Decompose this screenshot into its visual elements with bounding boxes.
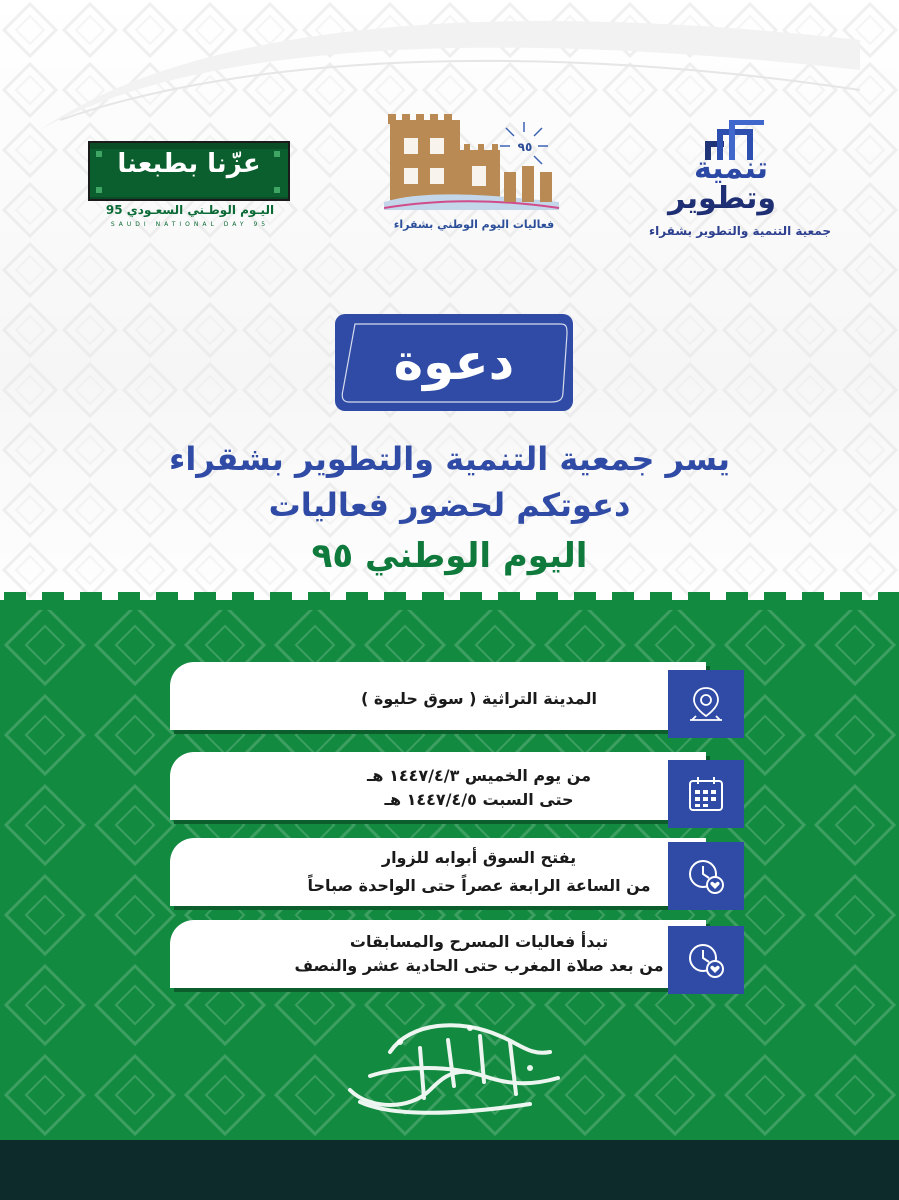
border-tooth <box>802 592 824 602</box>
border-tooth <box>194 592 216 602</box>
logo-title: عزّنا بطبعنا <box>117 149 261 179</box>
activities-line-1: تبدأ فعاليات المسرح والمسابقات <box>349 932 609 951</box>
clock-heart-icon <box>686 856 726 896</box>
border-tooth <box>498 592 520 602</box>
date-line-1: من يوم الخميس ١٤٤٧/٤/٣ هـ <box>366 766 592 785</box>
border-tooth <box>156 592 178 602</box>
border-tooth <box>878 592 899 602</box>
border-tooth <box>232 592 254 602</box>
border-tooth <box>118 592 140 602</box>
invitation-title: دعوة <box>393 333 515 391</box>
events-caption: فعاليات اليوم الوطني بشقراء <box>393 218 555 231</box>
date-card <box>170 752 706 820</box>
logo-banner <box>88 141 290 201</box>
border-tooth <box>42 592 64 602</box>
activities-line-2: من بعد صلاة المغرب حتى الحادية عشر والنصف <box>294 956 664 975</box>
crenellated-border <box>0 590 899 610</box>
headline-line-2: دعوتكم لحضور فعاليات <box>268 486 631 524</box>
border-tooth <box>612 592 634 602</box>
border-tooth <box>460 592 482 602</box>
logo-english: SAUDI NATIONAL DAY 95 <box>110 221 270 228</box>
border-tooth <box>270 592 292 602</box>
border-tooth <box>346 592 368 602</box>
association-name: جمعية التنمية والتطوير بشقراء <box>648 224 832 238</box>
border-tooth <box>536 592 558 602</box>
border-tooth <box>308 592 330 602</box>
calendar-icon <box>686 774 726 814</box>
border-tooth <box>726 592 748 602</box>
location-icon-box <box>668 670 744 738</box>
association-logo <box>640 120 840 250</box>
event-number: ٩٥ <box>517 140 533 154</box>
date-line-2: حتى السبت ١٤٤٧/٤/٥ هـ <box>384 790 574 809</box>
border-tooth <box>650 592 672 602</box>
opening-hours-line-1: يفتح السوق أبوابه للزوار <box>381 848 577 867</box>
clock-icon-box <box>668 926 744 994</box>
border-tooth <box>688 592 710 602</box>
location-pin-icon <box>686 684 726 724</box>
invitation-badge <box>335 314 573 411</box>
border-tooth <box>384 592 406 602</box>
heritage-building-icon <box>384 110 564 220</box>
border-tooth <box>764 592 786 602</box>
activities-card <box>170 920 706 988</box>
events-logo <box>384 110 564 240</box>
border-tooth <box>4 592 26 602</box>
location-text: المدينة التراثية ( سوق حليوة ) <box>360 689 598 708</box>
border-tooth <box>422 592 444 602</box>
logo-word-improvement: وتطوير <box>668 181 776 216</box>
headline-line-1: يسر جمعية التنمية والتطوير بشقراء <box>168 440 731 478</box>
border-tooth <box>840 592 862 602</box>
border-tooth <box>80 592 102 602</box>
calendar-icon-box <box>668 760 744 828</box>
clock-heart-icon <box>686 940 726 980</box>
logo-word-development: تنمية <box>693 151 769 186</box>
border-tooth <box>574 592 596 602</box>
footer-bar <box>0 1140 899 1200</box>
national-day-logo <box>88 141 292 233</box>
headline-line-3: اليوم الوطني ٩٥ <box>311 536 588 576</box>
clock-icon-box <box>668 842 744 910</box>
welcome-calligraphy <box>330 1012 570 1122</box>
opening-hours-line-2: من الساعة الرابعة عصراً حتى الواحدة صباحاً <box>307 876 651 895</box>
logo-subtitle: اليـوم الوطـني السعـودي 95 <box>105 203 275 217</box>
